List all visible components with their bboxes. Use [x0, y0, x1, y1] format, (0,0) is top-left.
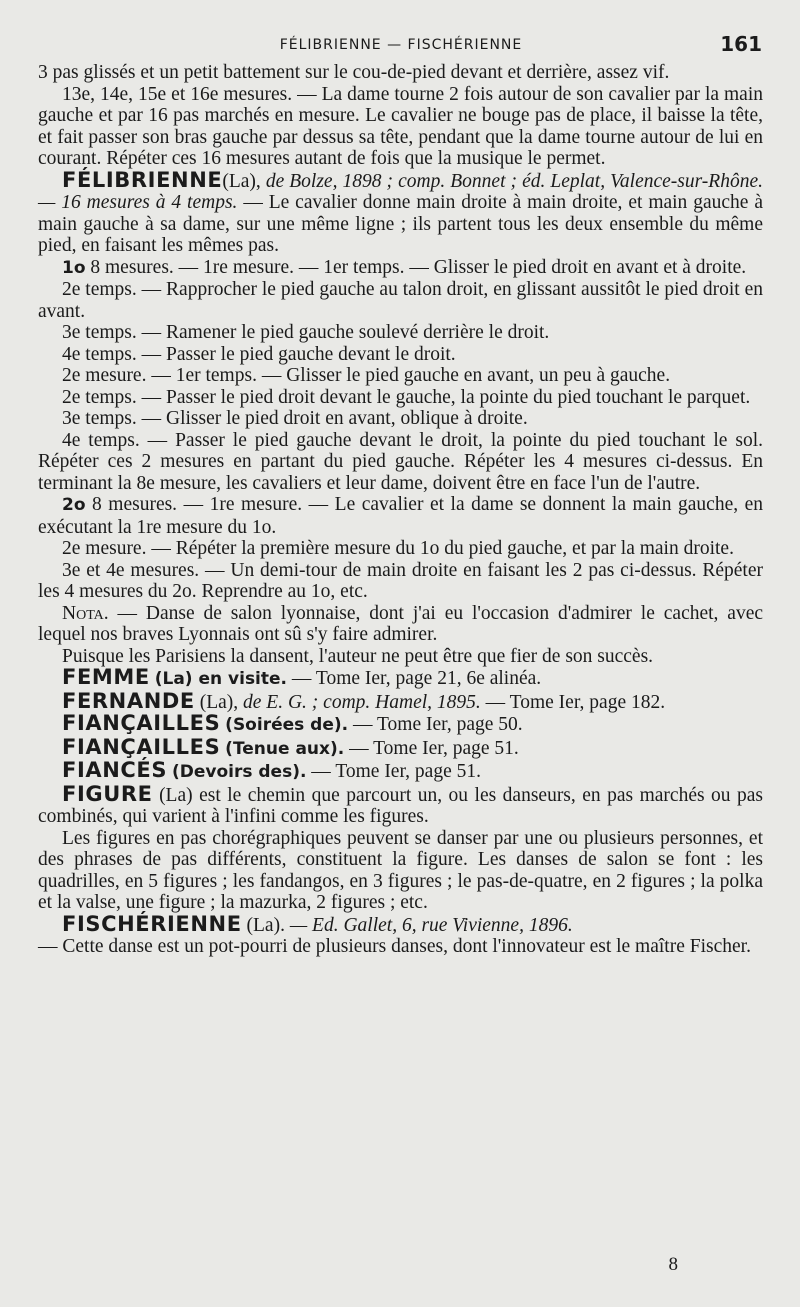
entry-source: de Bolze, 1898 ; comp. Bonnet ; éd. Leplat, Valence-sur-Rhône. — 16 mesures à 4 temps. [38, 170, 763, 213]
entry-reference: — Tome Ier, page 21, 6e alinéa. [291, 668, 542, 689]
entry-subtitle: (Devoirs des). [171, 762, 307, 782]
headword: FÉLIBRIENNE [62, 167, 223, 192]
running-head: FÉLIBRIENNE — FISCHÉRIENNE [279, 37, 523, 53]
entry-reference: — Tome Ier, page 51. [311, 761, 481, 782]
headword: FIANCÉS [62, 758, 168, 782]
step-paragraph: 2e mesure. — 1er temps. — Glisser le pied gauche en avant, un peu à gauche. [62, 365, 671, 386]
paragraph: Puisque les Parisiens la dansent, l'auteur ne peut être que fier de son succès. [62, 645, 654, 667]
step-paragraph [38, 257, 763, 280]
step-paragraph [38, 494, 763, 538]
entry-subtitle: (Soirées de). [225, 715, 349, 735]
step-paragraph: 4e temps. — Passer le pied gauche devant le droit. [62, 343, 456, 365]
paragraph: 13e, 14e, 15e et 16e mesures. — La dame tourne 2 fois autour de son cavalier par la main gauche et par 16 pas marchés en mesure. Le cavalier ne bouge pas de place, il baisse la tête, et fait passer son bras gauche par dessus sa tête, pendant que la dame tourne autour de lui en courant. Répéter ces 16 mesures autant de fois que la musique le permet. [38, 83, 763, 169]
headword: FIANÇAILLES [62, 711, 221, 735]
headword: FISCHÉRIENNE [62, 911, 242, 936]
entry-reference: — Tome Ier, page 51. [349, 737, 519, 759]
step-paragraph: 2e temps. — Passer le pied droit devant le gauche, la pointe du pied touchant le parquet. [62, 386, 751, 408]
step-text: 8 mesures. — 1re mesure. — Le cavalier et la dame se donnent la main gauche, en exécutant la 1re mesure du 1o. [38, 494, 764, 538]
entry-femme [38, 667, 763, 691]
nota-label: Nota. [62, 602, 109, 624]
step-paragraph: 2e temps. — Rapprocher le pied gauche au talon droit, en glissant aussitôt le pied droit en avant. [38, 279, 763, 322]
entry-fiancailles-soirees [38, 713, 763, 737]
entry-subtitle: (Tenue aux). [225, 738, 345, 759]
step-paragraph: 3e temps. — Glisser le pied droit en avant, oblique à droite. [62, 408, 528, 429]
entry-figure [38, 781, 764, 828]
entry-source: — Ed. Gallet, 6, rue Vivienne, 1896. [289, 914, 573, 936]
paragraph: — Cette danse est un pot-pourri de plusieurs danses, dont l'innovateur est le maître Fischer. [38, 936, 751, 957]
article: (La). [246, 914, 285, 936]
section-number: 2o [62, 495, 86, 515]
signature-mark: 8 [668, 1254, 678, 1275]
entry-subtitle: (La) en visite. [154, 669, 287, 689]
entry-felibrienne [38, 167, 763, 257]
page-header [40, 34, 762, 58]
step-paragraph: 3e et 4e mesures. — Un demi-tour de main droite en faisant les 2 pas ci-dessus. Répéter les 4 mesures du 2o. Reprendre au 1o, etc. [38, 559, 763, 602]
headword: FIGURE [62, 781, 153, 806]
entry-fiances [38, 760, 763, 784]
entry-definition: (La) est le chemin que parcourt un, ou les danseurs, en pas marchés ou pas combinés, qui varient à l'infini comme les figures. [38, 784, 764, 827]
article: (La), [222, 170, 261, 192]
entry-reference: — Tome Ier, page 50. [352, 714, 523, 735]
entry-source: de E. G. ; comp. Hamel, 1895. [243, 691, 481, 713]
entry-fiancailles-tenue [38, 734, 763, 761]
entry-fernande [38, 688, 763, 714]
entry-fischerienne [38, 911, 763, 937]
step-paragraph: 4e temps. — Passer le pied gauche devant le droit, la pointe du pied touchant le sol. Répéter ces 2 mesures en partant du pied gauche. Répéter les 4 mesures ci-dessus. En terminant la 8e mesure, les cavaliers et leur dame, doivent être en face l'un de l'autre. [38, 429, 763, 494]
page-body [38, 62, 763, 958]
entry-description: — Le cavalier donne main droite à main droite, et main gauche à main gauche à sa dame, sur une même ligne ; ils partent tous les deux ensemble du même pied, en faisant les mêmes pas. [38, 192, 763, 256]
headword: FIANÇAILLES [62, 734, 221, 759]
headword: FERNANDE [62, 688, 195, 713]
paragraph: 3 pas glissés et un petit battement sur le cou-de-pied devant et derrière, assez vif. [38, 62, 670, 83]
step-text: 8 mesures. — 1re mesure. — 1er temps. — Glisser le pied droit en avant et à droite. [90, 256, 747, 278]
nota-paragraph [38, 603, 763, 646]
entry-reference: — Tome Ier, page 182. [485, 691, 666, 713]
step-paragraph: 2e mesure. — Répéter la première mesure du 1o du pied gauche, et par la main droite. [62, 538, 734, 559]
article: (La), [199, 691, 239, 713]
section-number: 1o [62, 257, 86, 278]
page-number: 161 [720, 32, 762, 56]
nota-text: — Danse de salon lyonnaise, dont j'ai eu l'occasion d'admirer le cachet, avec lequel nos braves Lyonnais ont sû s'y faire admirer. [38, 602, 764, 645]
step-paragraph: 3e temps. — Ramener le pied gauche soulevé derrière le droit. [62, 322, 550, 343]
headword: FEMME [62, 665, 150, 689]
paragraph: Les figures en pas chorégraphiques peuvent se danser par une ou plusieurs personnes, et des phrases de pas différents, constituent la figure. Les danses de salon se font : les quadrilles, en 5 figures ; les fandangos, en 3 figures ; le pas-de-quatre, en 2 figures ; la polka et la valse, une figure ; la mazurka, 2 figures ; etc. [38, 827, 763, 913]
